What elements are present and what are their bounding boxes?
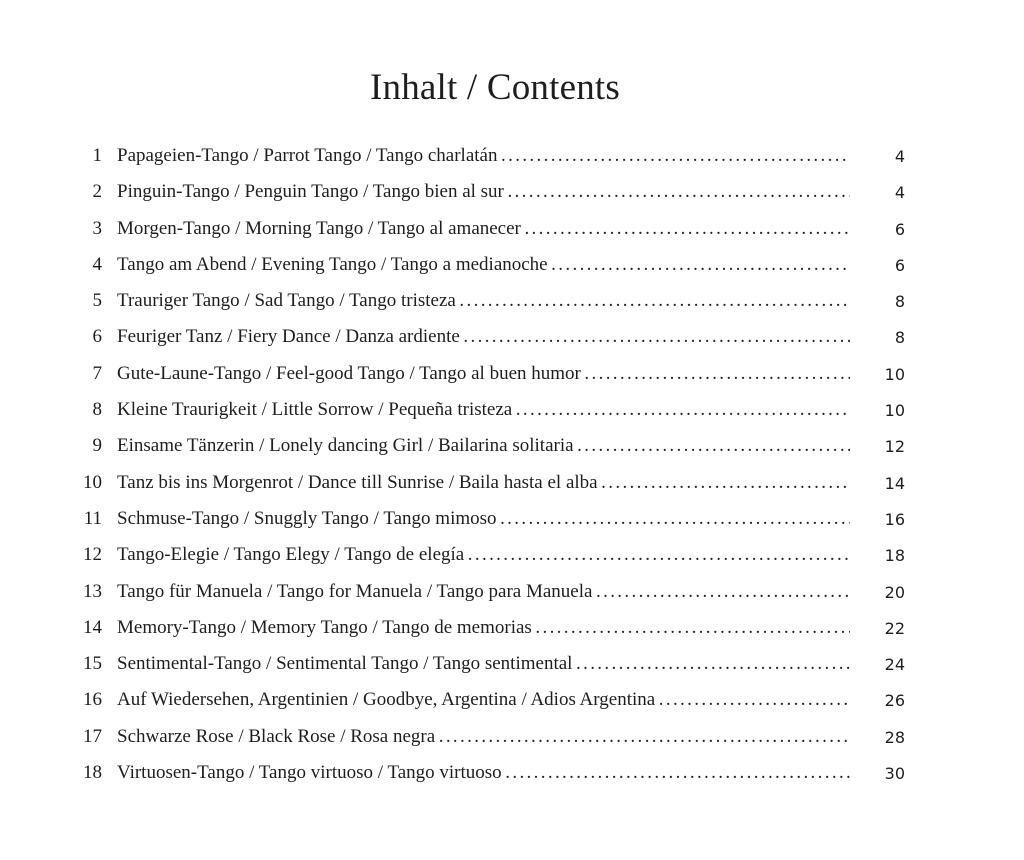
- entry-page-number: 20: [884, 582, 905, 602]
- toc-entry[interactable]: [0, 646, 1024, 682]
- entry-page-number: 16: [884, 509, 905, 529]
- entry-number: 14: [83, 616, 102, 638]
- entry-page-number: 14: [884, 473, 905, 493]
- table-of-contents: [0, 138, 1024, 791]
- toc-entry[interactable]: [0, 211, 1024, 247]
- entry-number: 8: [92, 399, 102, 421]
- entry-title: Tango für Manuela / Tango for Manuela / Tango para Manuela . . .: [117, 574, 850, 610]
- entry-title: Schwarze Rose / Black Rose / Rosa negra . . .: [117, 719, 850, 755]
- entry-title: Papageien-Tango / Parrot Tango / Tango charlatán . . .: [117, 138, 850, 174]
- toc-entry[interactable]: [0, 610, 1024, 646]
- entry-number: 5: [92, 290, 102, 312]
- entry-page-number: 10: [884, 401, 905, 421]
- entry-title: Tango-Elegie / Tango Elegy / Tango de elegía . . .: [117, 537, 850, 573]
- entry-title: Memory-Tango / Memory Tango / Tango de memorias . . .: [117, 610, 850, 646]
- toc-entry[interactable]: [0, 719, 1024, 755]
- entry-title: Einsame Tänzerin / Lonely dancing Girl / Bailarina solitaria . . .: [117, 428, 850, 464]
- toc-entry[interactable]: [0, 682, 1024, 718]
- entry-page-number: 8: [894, 292, 905, 312]
- entry-number: 16: [83, 689, 102, 711]
- entry-title: Kleine Traurigkeit / Little Sorrow / Pequeña tristeza . . .: [117, 392, 850, 428]
- entry-page-number: 4: [894, 147, 905, 166]
- entry-title: Feuriger Tanz / Fiery Dance / Danza ardiente . . .: [117, 319, 850, 355]
- entry-title: Tango am Abend / Evening Tango / Tango a medianoche . . .: [117, 247, 850, 283]
- toc-entry[interactable]: [0, 319, 1024, 355]
- toc-entry[interactable]: [0, 574, 1024, 610]
- entry-number: 12: [83, 544, 102, 566]
- entry-number: 13: [83, 580, 102, 602]
- entry-number: 9: [92, 435, 102, 457]
- entry-number: 10: [83, 471, 102, 493]
- page-title: Inhalt / Contents: [369, 67, 621, 108]
- entry-number: 1: [92, 145, 102, 166]
- toc-entry[interactable]: [0, 283, 1024, 319]
- toc-entry[interactable]: [0, 537, 1024, 573]
- toc-entry[interactable]: [0, 138, 1024, 174]
- entry-page-number: 24: [884, 655, 905, 675]
- entry-page-number: 12: [884, 437, 905, 457]
- entry-page-number: 10: [884, 364, 905, 384]
- entry-number: 17: [83, 725, 102, 747]
- toc-entry[interactable]: [0, 356, 1024, 392]
- toc-entry[interactable]: [0, 501, 1024, 537]
- entry-number: 6: [92, 326, 102, 348]
- entry-number: 7: [92, 362, 102, 384]
- toc-entry[interactable]: [0, 247, 1024, 283]
- entry-page-number: 28: [884, 727, 905, 747]
- entry-title: Pinguin-Tango / Penguin Tango / Tango bien al sur . . .: [117, 174, 850, 210]
- entry-title: Virtuosen-Tango / Tango virtuoso / Tango virtuoso . . .: [117, 755, 850, 791]
- entry-number: 2: [92, 181, 102, 203]
- entry-number: 15: [83, 653, 102, 675]
- entry-title: Tanz bis ins Morgenrot / Dance till Sunrise / Baila hasta el alba . . .: [117, 465, 850, 501]
- entry-page-number: 6: [894, 219, 905, 239]
- toc-entry[interactable]: [0, 392, 1024, 428]
- entry-title: Trauriger Tango / Sad Tango / Tango tristeza . . .: [117, 283, 850, 319]
- toc-entry[interactable]: [0, 174, 1024, 210]
- entry-number: 4: [92, 253, 102, 275]
- entry-page-number: 18: [884, 546, 905, 566]
- toc-entry[interactable]: [0, 428, 1024, 464]
- entry-page-number: 22: [884, 618, 905, 638]
- entry-number: 3: [92, 217, 102, 239]
- entry-title: Sentimental-Tango / Sentimental Tango / Tango sentimental . . .: [117, 646, 850, 682]
- entry-number: 11: [83, 507, 102, 529]
- entry-title: Morgen-Tango / Morning Tango / Tango al amanecer . . .: [117, 211, 850, 247]
- entry-page-number: 26: [884, 691, 905, 711]
- entry-page-number: 30: [884, 764, 905, 784]
- entry-page-number: 4: [894, 183, 905, 203]
- entry-page-number: 8: [894, 328, 905, 348]
- entry-title: Schmuse-Tango / Snuggly Tango / Tango mimoso . . .: [117, 501, 850, 537]
- entry-title: Gute-Laune-Tango / Feel-good Tango / Tango al buen humor . . .: [117, 356, 850, 392]
- entry-title: Auf Wiedersehen, Argentinien / Goodbye, Argentina / Adios Argentina . . .: [117, 682, 850, 718]
- toc-entry[interactable]: [0, 755, 1024, 791]
- entry-page-number: 6: [894, 255, 905, 275]
- toc-entry[interactable]: [0, 465, 1024, 501]
- entry-number: 18: [83, 762, 102, 784]
